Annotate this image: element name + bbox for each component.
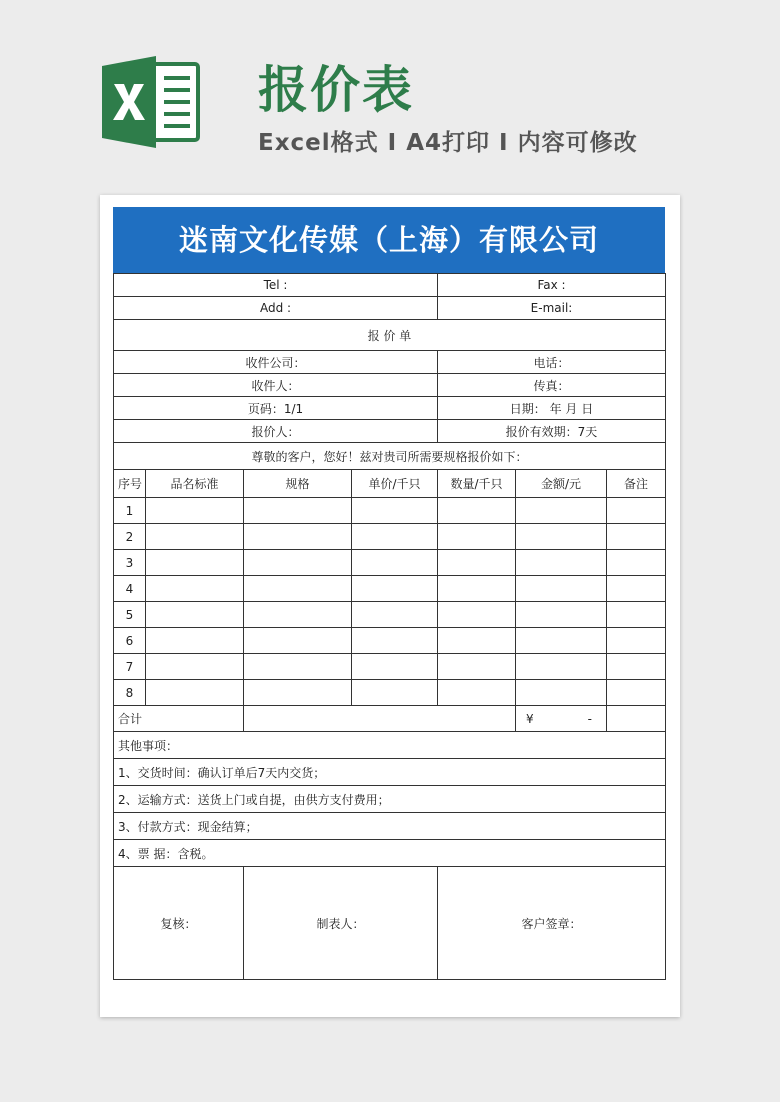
table-cell[interactable]: [244, 524, 352, 550]
greeting-cell: 尊敬的客户，您好！兹对贵司所需要规格报价如下：: [114, 443, 666, 470]
table-row: [114, 680, 666, 706]
table-cell[interactable]: [352, 524, 438, 550]
table-cell[interactable]: [244, 628, 352, 654]
note-item: 2、运输方式：送货上门或自提，由供方支付费用；: [114, 786, 666, 813]
table-row: [114, 602, 666, 628]
notes-title: 其他事项：: [114, 732, 666, 759]
table-row: [114, 550, 666, 576]
table-cell[interactable]: [607, 550, 666, 576]
table-cell[interactable]: [146, 576, 244, 602]
fax-cn-cell[interactable]: 传真：: [438, 374, 666, 397]
table-cell[interactable]: [146, 602, 244, 628]
table-cell[interactable]: [438, 680, 516, 706]
row-number: 3: [114, 550, 146, 576]
column-header-row: [114, 470, 666, 498]
table-cell[interactable]: [146, 498, 244, 524]
total-note-cell[interactable]: [607, 706, 666, 732]
page-title: 报价表: [258, 61, 414, 119]
row-number: 4: [114, 576, 146, 602]
quoter-cell[interactable]: 报价人：: [114, 420, 438, 443]
tel-cell[interactable]: Tel :: [114, 274, 438, 297]
table-cell[interactable]: [438, 654, 516, 680]
table-cell[interactable]: [516, 628, 607, 654]
table-row: [114, 498, 666, 524]
table-cell[interactable]: [146, 524, 244, 550]
table-cell[interactable]: [352, 654, 438, 680]
table-cell[interactable]: [516, 680, 607, 706]
note-item: 4、票 据：含税。: [114, 840, 666, 867]
table-cell[interactable]: [352, 628, 438, 654]
document-paper: [100, 195, 680, 1017]
quotation-sheet: [113, 207, 665, 980]
total-value: -: [587, 711, 592, 726]
table-cell[interactable]: [244, 602, 352, 628]
table-cell[interactable]: [146, 680, 244, 706]
table-cell[interactable]: [607, 498, 666, 524]
table-cell[interactable]: [244, 550, 352, 576]
page-subtitle: Excel格式 I A4打印 I 内容可修改: [258, 130, 638, 156]
total-row: [114, 706, 666, 732]
table-cell[interactable]: [516, 576, 607, 602]
fax-cell[interactable]: Fax :: [438, 274, 666, 297]
column-header: 规格: [244, 470, 352, 498]
recipient-cell[interactable]: 收件人：: [114, 374, 438, 397]
table-row: [114, 576, 666, 602]
validity-cell[interactable]: 报价有效期：7天: [438, 420, 666, 443]
quotation-table: [113, 273, 666, 980]
note-item: 3、付款方式：现金结算；: [114, 813, 666, 840]
column-header: 金额/元: [516, 470, 607, 498]
table-cell[interactable]: [352, 550, 438, 576]
column-header: 备注: [607, 470, 666, 498]
recipient-company-cell[interactable]: 收件公司：: [114, 351, 438, 374]
column-header: 序号: [114, 470, 146, 498]
table-cell[interactable]: [438, 576, 516, 602]
table-cell[interactable]: [438, 498, 516, 524]
table-cell[interactable]: [607, 680, 666, 706]
table-cell[interactable]: [438, 524, 516, 550]
address-cell[interactable]: Add :: [114, 297, 438, 320]
row-number: 2: [114, 524, 146, 550]
total-blank-cell[interactable]: [244, 706, 516, 732]
table-cell[interactable]: [516, 550, 607, 576]
total-amount-cell[interactable]: [516, 706, 607, 732]
table-cell[interactable]: [607, 576, 666, 602]
table-cell[interactable]: [146, 550, 244, 576]
table-cell[interactable]: [244, 576, 352, 602]
reviewer-signature-cell[interactable]: 复核：: [114, 867, 244, 980]
note-item: 1、交货时间：确认订单后7天内交货；: [114, 759, 666, 786]
row-number: 5: [114, 602, 146, 628]
column-header: 单价/千只: [352, 470, 438, 498]
table-cell[interactable]: [244, 680, 352, 706]
table-cell[interactable]: [352, 602, 438, 628]
table-cell[interactable]: [516, 524, 607, 550]
page-number-cell[interactable]: 页码：1/1: [114, 397, 438, 420]
table-cell[interactable]: [244, 498, 352, 524]
row-number: 8: [114, 680, 146, 706]
column-header: 数量/千只: [438, 470, 516, 498]
table-cell[interactable]: [607, 524, 666, 550]
row-number: 1: [114, 498, 146, 524]
row-number: 7: [114, 654, 146, 680]
table-cell[interactable]: [352, 498, 438, 524]
table-cell[interactable]: [607, 654, 666, 680]
table-cell[interactable]: [516, 602, 607, 628]
table-row: [114, 524, 666, 550]
column-header: 品名标准: [146, 470, 244, 498]
preparer-signature-cell[interactable]: 制表人：: [244, 867, 438, 980]
total-label: 合计: [114, 706, 244, 732]
phone-cell[interactable]: 电话：: [438, 351, 666, 374]
table-cell[interactable]: [607, 602, 666, 628]
table-cell[interactable]: [352, 576, 438, 602]
table-cell[interactable]: [438, 550, 516, 576]
currency-symbol: ¥: [526, 711, 534, 726]
date-cell[interactable]: 日期： 年 月 日: [438, 397, 666, 420]
form-title: 报 价 单: [114, 320, 666, 351]
table-cell[interactable]: [146, 628, 244, 654]
table-cell[interactable]: [244, 654, 352, 680]
email-cell[interactable]: E-mail:: [438, 297, 666, 320]
table-row: [114, 628, 666, 654]
row-number: 6: [114, 628, 146, 654]
table-row: [114, 654, 666, 680]
table-cell[interactable]: [438, 602, 516, 628]
table-cell[interactable]: [516, 498, 607, 524]
table-cell[interactable]: [352, 680, 438, 706]
company-banner: 迷南文化传媒（上海）有限公司: [113, 207, 665, 273]
table-cell[interactable]: [438, 628, 516, 654]
customer-seal-cell[interactable]: 客户签章：: [438, 867, 666, 980]
table-cell[interactable]: [146, 654, 244, 680]
table-cell[interactable]: [607, 628, 666, 654]
table-cell[interactable]: [516, 654, 607, 680]
excel-logo-icon: [102, 56, 200, 148]
